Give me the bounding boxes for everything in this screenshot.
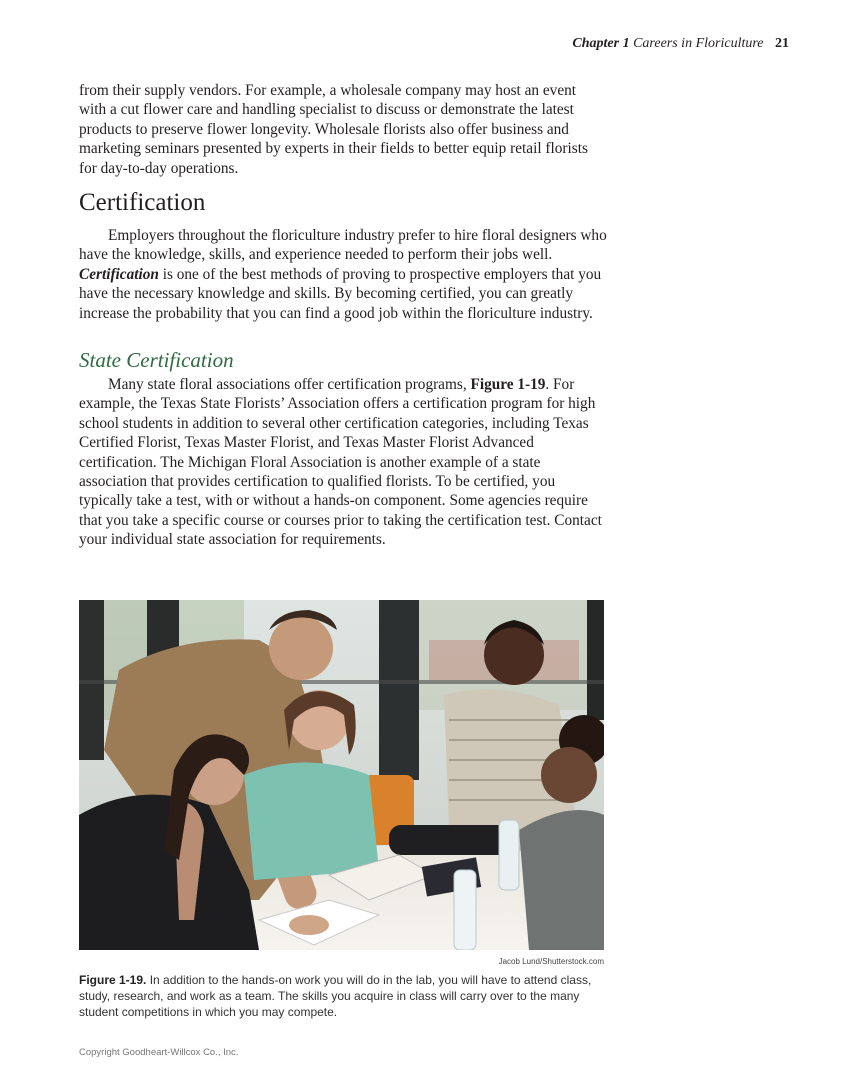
- intro-paragraph: from their supply vendors. For example, a wholesale company may host an event with a cut flower care and handling specialist to discuss or demonstrate the latest products to preserve flower longevity. Wholesale florists also offer business and marketing seminars presented by experts in their fields to better equip retail florists for day-to-day operations.: [79, 82, 588, 177]
- copyright-notice: Copyright Goodheart-Willcox Co., Inc.: [79, 1047, 239, 1058]
- figure-reference: Figure 1-19: [470, 376, 546, 393]
- certification-text-1: Employers throughout the floriculture industry prefer to hire floral designers who have the knowledge, skills, and experience needed to perform their jobs well.: [79, 227, 607, 264]
- state-certification-section: [79, 375, 607, 550]
- students-studying-illustration: [79, 600, 604, 950]
- certification-heading: Certification: [79, 189, 206, 216]
- certification-section: [79, 226, 607, 323]
- figure-caption: [79, 972, 607, 1020]
- photo-credit: Jacob Lund/Shutterstock.com: [498, 957, 604, 966]
- running-head: [572, 36, 789, 52]
- state-cert-text-1: Many state floral associations offer certification programs,: [108, 376, 471, 393]
- state-certification-paragraph: [79, 375, 607, 550]
- certification-text-2: is one of the best methods of proving to prospective employers that you have the necessary knowledge and skills. By becoming certified, you can greatly increase the probability that you can find a good job within the floriculture industry.: [79, 265, 602, 322]
- state-cert-text-2: . For example, the Texas State Florists’ Association offers a certification program for high school students in addition to several other certification categories, including Texas Certified Florist, Texas Master Florist, and Texas Master Florist Advanced certification. The Michigan Floral Association is another example of a state association that provides certification to qualified florists. To be certified, you typically take a test, with or without a hands-on component. Some agencies require that you take a specific course or courses prior to taking the certification test. Contact your individual state association for requirements.: [79, 376, 602, 549]
- figure-caption-text: In addition to the hands-on work you will do in the lab, you will have to attend class, study, research, and work as a team. The skills you acquire in class will carry over to the many student competitions in which you may compete.: [79, 973, 592, 1019]
- state-certification-heading: State Certification: [79, 348, 234, 372]
- chapter-label: Chapter 1: [572, 36, 630, 51]
- certification-term: Certification: [79, 265, 159, 283]
- page-number: 21: [775, 36, 789, 51]
- certification-paragraph: [79, 226, 607, 323]
- intro-section: [79, 81, 607, 178]
- chapter-title: Careers in Floriculture: [633, 36, 764, 51]
- figure-photo: [79, 600, 604, 950]
- figure-label: Figure 1-19.: [79, 973, 147, 987]
